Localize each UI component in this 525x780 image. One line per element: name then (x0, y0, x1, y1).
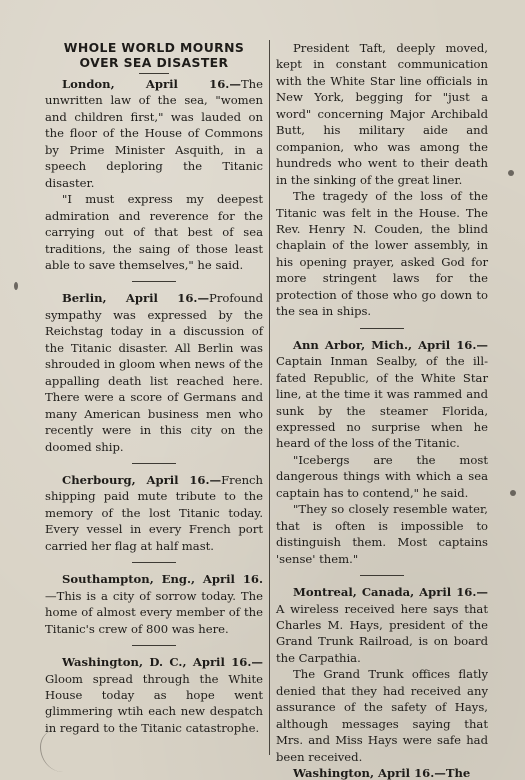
article-separator (360, 575, 404, 576)
paragraph (45, 571, 263, 637)
paragraph-text: Profound sympathy was expressed by the Reichstag today in a discussion of the Titanic disaster. All Berlin was shrouded in gloom when news of the appalling death list reached here. There were a score of Germans and many American business men who recently were in this city on the doomed ship. (45, 291, 263, 454)
paragraph (276, 765, 488, 780)
article-southampton (45, 571, 263, 637)
article-separator (360, 328, 404, 329)
dateline: Cherbourg, April 16.— (62, 472, 222, 487)
paragraph: President Taft, deeply moved, kept in constant communication with the White Star line officials in New York, begging for "just a word" concerning Major Archibald Butt, his military aide and companion, who was among the hundreds who went to their death in the sinking of the great liner. (276, 41, 488, 187)
paragraph-text: —This is a city of sorrow today. The home of almost every member of the Titanic's crew of 800 was here. (45, 588, 263, 636)
paragraph (276, 584, 488, 666)
dateline: Washington, April 16.—The (293, 766, 471, 780)
paragraph-text: French shipping paid mute tribute to the memory of the lost Titanic today. Every vessel in every French port carried her flag at half mast. (45, 472, 263, 553)
dateline: Montreal, Canada, April 16.— (293, 585, 488, 600)
paragraph (45, 76, 263, 191)
article-washington-dc (45, 654, 263, 736)
paragraph: "I must express my deepest admiration and reverence for the carrying out of that best of sea traditions, the saing of those least able to save themselves," he said. (45, 192, 263, 272)
paragraph-text: A wireless received here says that Charles M. Hays, president of the Grand Trunk Railroad, is on board the Carpathia. (276, 601, 488, 665)
dateline: London, April 16.— (62, 77, 241, 91)
right-column (276, 40, 488, 780)
headline: WHOLE WORLD MOURNS OVER SEA DISASTER (63, 40, 245, 70)
article-separator (132, 562, 176, 563)
paragraph: The Grand Trunk offices flatly denied that they had received any assurance of the safety of Hays, although messages saying that Mrs. and Miss Hays were safe had been received. (276, 667, 488, 764)
dateline: Ann Arbor, Mich., April 16.— (293, 337, 488, 352)
dateline: Southampton, Eng., April 16. (62, 572, 263, 587)
paragraph (45, 472, 263, 554)
paragraph: "They so closely resemble water, that is often is impossible to distinguish them. Most captains 'sense' them." (276, 502, 488, 566)
headline-rule (139, 73, 169, 74)
article-london (45, 76, 263, 273)
article-montreal (276, 584, 488, 780)
left-column (45, 40, 263, 736)
paper-blemish (508, 170, 514, 176)
dateline: Washington, D. C., April 16.— (62, 655, 263, 670)
dateline: Berlin, April 16.— (62, 291, 210, 306)
paper-blemish (510, 490, 516, 496)
paragraph (276, 337, 488, 452)
paragraph-text: Gloom spread through the White House today as hope went glimmering wtih each new despatch in regard to the Titanic catastrophe. (45, 671, 263, 735)
paragraph: "Icebergs are the most dangerous things with which a sea captain has to contend," he said. (276, 452, 488, 500)
article-cherbourg (45, 472, 263, 554)
paragraph-text: Captain Inman Sealby, of the ill-fated Republic, of the White Star line, at the time it was rammed and sunk by the steamer Florida, expressed no surprise when he heard of the loss of the Titanic. (276, 354, 488, 451)
paragraph (45, 654, 263, 736)
paper-blemish (14, 282, 18, 290)
ink-mark (40, 730, 79, 772)
article-separator (132, 645, 176, 646)
article-ann-arbor (276, 337, 488, 567)
paragraph (45, 290, 263, 455)
article-berlin (45, 290, 263, 455)
paragraph-text: The unwritten law of the sea, "women and children first," was lauded on the floor of the House of Commons by Prime Minister Asquith, in a speech deploring the Titanic disaster. (45, 77, 263, 190)
article-separator (132, 281, 176, 282)
article-separator (132, 463, 176, 464)
paragraph: The tragedy of the loss of the Titanic was felt in the House. The Rev. Henry N. Couden, the blind chaplain of the lower assembly, in his opening prayer, asked God for more stringent laws for the protection of those who go down to the sea in ships. (276, 189, 488, 319)
column-divider (269, 40, 270, 755)
